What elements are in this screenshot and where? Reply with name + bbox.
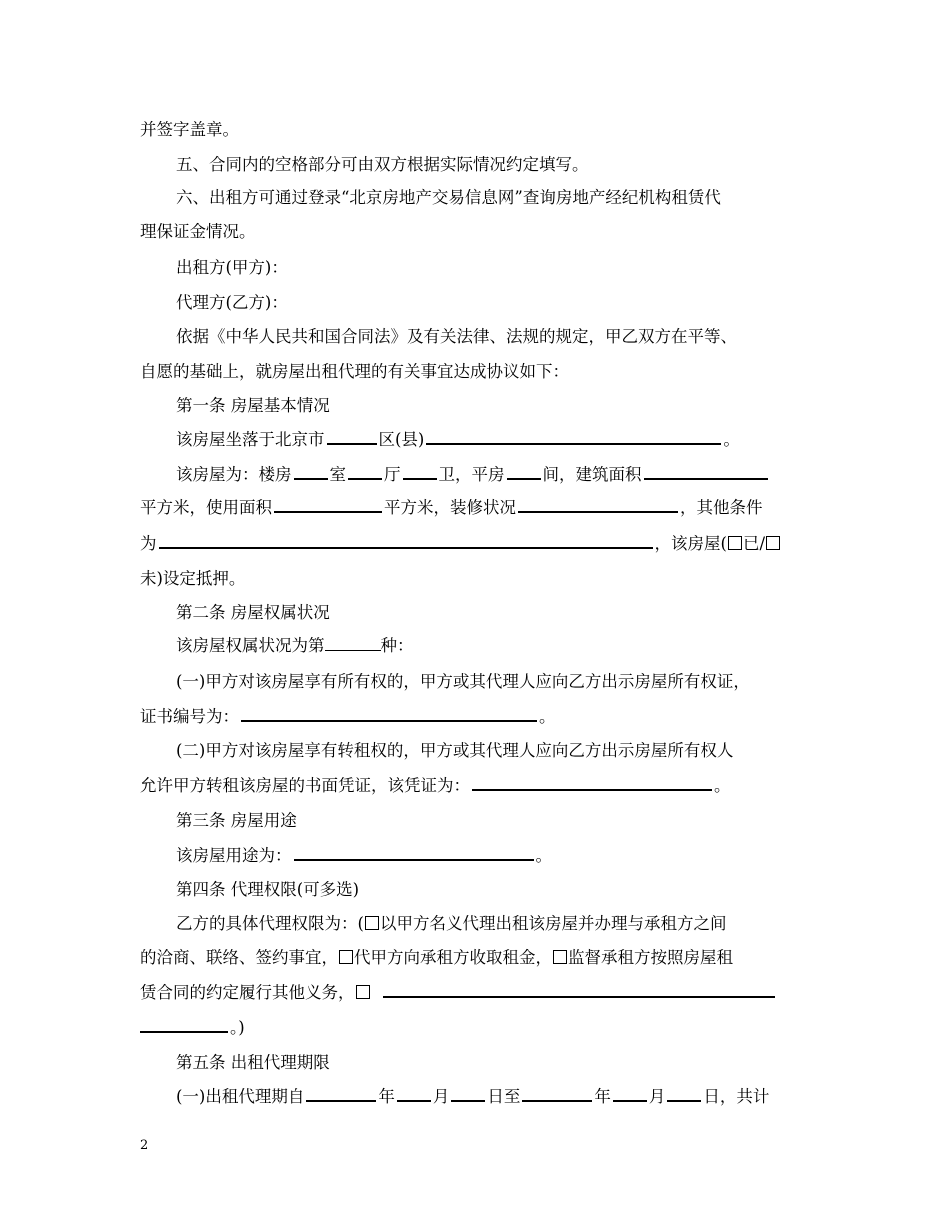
checkbox-icon[interactable] <box>766 536 780 550</box>
lessor-label: 出租方(甲方)： <box>176 258 288 277</box>
checkbox-icon[interactable] <box>356 985 370 999</box>
fill-blank[interactable] <box>325 637 381 651</box>
text-line: 该房屋用途为： 。 <box>176 846 552 865</box>
text-line: 理保证金情况。 <box>140 222 256 241</box>
fill-blank[interactable] <box>294 846 534 861</box>
fill-blank[interactable] <box>451 1087 485 1102</box>
text-line: 。) <box>140 1018 245 1038</box>
page-number: 2 <box>140 1138 149 1153</box>
text-line: 该房屋为：楼房 室 厅 卫，平房 间，建筑面积 <box>176 465 770 485</box>
fill-blank[interactable] <box>140 1018 228 1033</box>
fill-blank[interactable] <box>241 707 537 722</box>
fill-blank[interactable] <box>383 983 775 998</box>
text-line: 该房屋坐落于北京市 区(县) 。 <box>176 430 740 449</box>
text-line: 允许甲方转租该房屋的书面凭证，该凭证为： 。 <box>140 776 731 795</box>
text-line: 自愿的基础上，就房屋出租代理的有关事宜达成协议如下： <box>140 362 569 381</box>
text-line: 证书编号为： 。 <box>140 707 556 726</box>
fill-blank[interactable] <box>274 498 382 513</box>
text-line: (一)出租代理期自 年 月 日至 年 月 日，共计 <box>176 1087 770 1106</box>
fill-blank[interactable] <box>472 776 712 791</box>
text-line: 依据《中华人民共和国合同法》及有关法律、法规的规定，甲乙双方在平等、 <box>176 327 737 346</box>
text-line: 五、合同内的空格部分可由双方根据实际情况约定填写。 <box>176 155 589 174</box>
article-heading: 第五条 出租代理期限 <box>176 1053 330 1072</box>
text-line: 未)设定抵押。 <box>140 569 246 588</box>
text-line: 乙方的具体代理权限为：( 以甲方名义代理出租该房屋并办理与承租方之间 <box>176 914 727 933</box>
checkbox-icon[interactable] <box>553 950 567 964</box>
agent-label: 代理方(乙方)： <box>176 293 288 312</box>
fill-blank[interactable] <box>522 1087 592 1102</box>
fill-blank[interactable] <box>426 430 721 445</box>
text-line: (二)甲方对该房屋享有转租权的，甲方或其代理人应向乙方出示房屋所有权人 <box>176 741 734 760</box>
fill-blank[interactable] <box>159 534 653 549</box>
text-line: 赁合同的约定履行其他义务， <box>140 983 777 1003</box>
text-line: 的洽商、联络、签约事宜， 代甲方向承租方收取租金， 监督承租方按照房屋租 <box>140 948 733 967</box>
fill-blank[interactable] <box>306 1087 376 1102</box>
checkbox-icon[interactable] <box>728 536 742 550</box>
fill-blank[interactable] <box>403 465 437 480</box>
text-line: 六、出租方可通过登录“北京房地产交易信息网”查询房地产经纪机构租赁代 <box>176 188 721 207</box>
text-line: 为 ，该房屋( 已/ <box>140 534 781 554</box>
fill-blank[interactable] <box>327 430 377 445</box>
article-heading: 第二条 房屋权属状况 <box>176 603 330 622</box>
fill-blank[interactable] <box>518 498 678 513</box>
text-line: 该房屋权属状况为第 种： <box>176 636 414 655</box>
fill-blank[interactable] <box>348 465 382 480</box>
article-heading: 第一条 房屋基本情况 <box>176 396 330 415</box>
fill-blank[interactable] <box>397 1087 431 1102</box>
article-heading: 第四条 代理权限(可多选) <box>176 880 360 899</box>
checkbox-icon[interactable] <box>365 916 379 930</box>
fill-blank[interactable] <box>667 1087 701 1102</box>
article-heading: 第三条 房屋用途 <box>176 811 297 830</box>
fill-blank[interactable] <box>294 465 328 480</box>
fill-blank[interactable] <box>644 465 768 480</box>
fill-blank[interactable] <box>613 1087 647 1102</box>
text-line: (一)甲方对该房屋享有所有权的，甲方或其代理人应向乙方出示房屋所有权证， <box>176 672 750 691</box>
fill-blank[interactable] <box>507 465 541 480</box>
text-line: 并签字盖章。 <box>140 120 239 139</box>
checkbox-icon[interactable] <box>339 950 353 964</box>
text-line: 平方米，使用面积 平方米，装修状况 ，其他条件 <box>140 498 763 517</box>
